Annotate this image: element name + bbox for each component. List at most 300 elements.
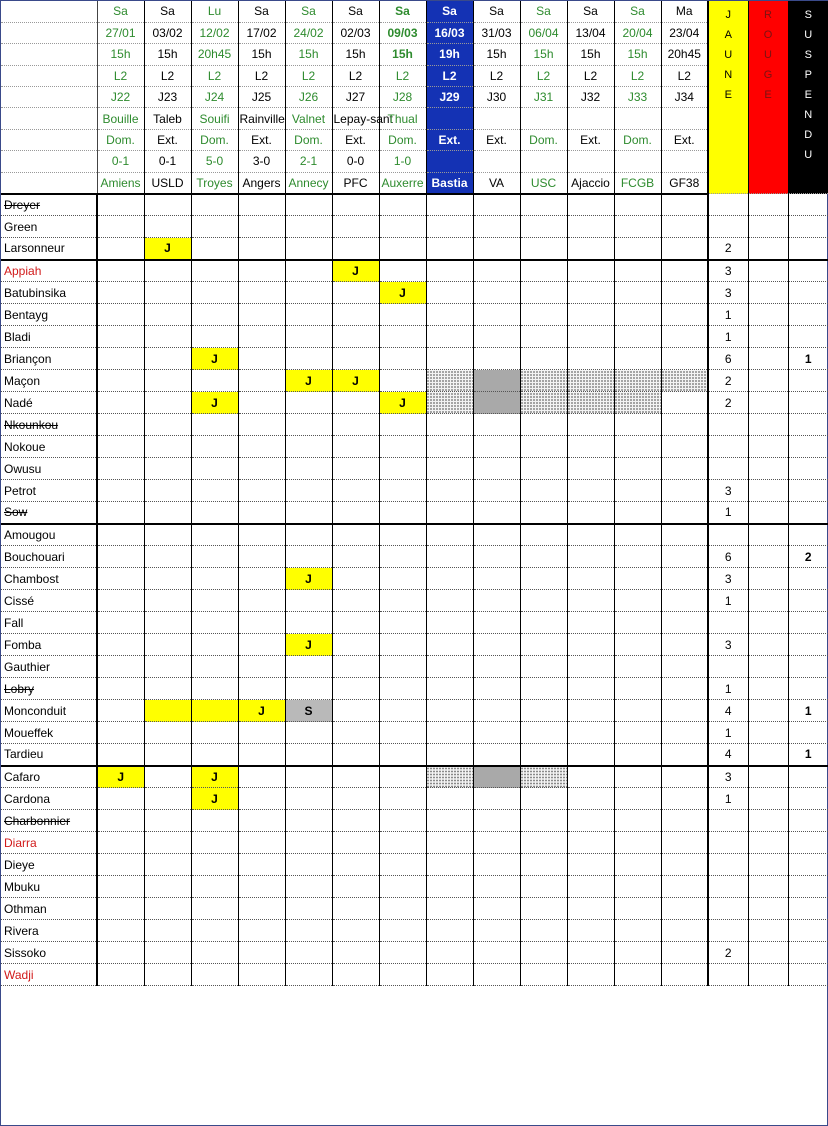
match-cell[interactable] — [144, 810, 191, 832]
match-cell[interactable] — [473, 524, 520, 546]
match-cell[interactable] — [332, 964, 379, 986]
player-name[interactable]: Charbonnier — [1, 810, 97, 832]
match-cell[interactable] — [567, 282, 614, 304]
match-cell[interactable] — [473, 260, 520, 282]
match-cell[interactable] — [473, 282, 520, 304]
match-comp-cell[interactable]: L2 — [332, 65, 379, 86]
match-cell[interactable] — [238, 546, 285, 568]
match-cell[interactable] — [238, 832, 285, 854]
match-cell[interactable] — [567, 524, 614, 546]
match-cell[interactable] — [614, 678, 661, 700]
match-opponent-cell[interactable]: Amiens — [97, 172, 144, 193]
match-venue-cell[interactable]: Ext. — [567, 129, 614, 150]
match-time-cell[interactable]: 15h — [614, 44, 661, 65]
match-date-cell[interactable]: 17/02 — [238, 22, 285, 43]
match-cell[interactable] — [144, 700, 191, 722]
match-referee-cell[interactable]: Valnet — [285, 108, 332, 129]
match-cell[interactable] — [567, 920, 614, 942]
match-date-cell[interactable]: 12/02 — [191, 22, 238, 43]
match-score-cell[interactable] — [614, 151, 661, 172]
match-score-cell[interactable] — [473, 151, 520, 172]
player-name[interactable]: Sow — [1, 502, 97, 524]
match-opponent-cell[interactable]: GF38 — [661, 172, 708, 193]
match-cell[interactable] — [238, 370, 285, 392]
match-comp-cell[interactable]: L2 — [379, 65, 426, 86]
match-cell[interactable] — [97, 348, 144, 370]
player-name[interactable]: Chambost — [1, 568, 97, 590]
match-cell[interactable] — [567, 876, 614, 898]
match-cell[interactable] — [285, 238, 332, 260]
match-cell[interactable] — [191, 568, 238, 590]
match-cell[interactable] — [332, 238, 379, 260]
match-cell[interactable] — [426, 436, 473, 458]
match-cell[interactable] — [379, 942, 426, 964]
match-cell[interactable] — [379, 876, 426, 898]
match-cell[interactable] — [332, 744, 379, 766]
match-cell[interactable] — [426, 612, 473, 634]
match-cell[interactable] — [97, 876, 144, 898]
match-score-cell[interactable] — [426, 151, 473, 172]
match-cell[interactable] — [567, 722, 614, 744]
match-cell[interactable] — [332, 832, 379, 854]
match-cell[interactable] — [614, 700, 661, 722]
match-cell[interactable] — [191, 722, 238, 744]
match-cell[interactable] — [379, 854, 426, 876]
match-cell[interactable] — [144, 942, 191, 964]
match-cell[interactable] — [614, 194, 661, 216]
match-cell[interactable] — [191, 238, 238, 260]
match-cell[interactable] — [661, 370, 708, 392]
match-cell[interactable] — [238, 810, 285, 832]
player-name[interactable]: Wadji — [1, 964, 97, 986]
match-comp-cell[interactable]: L2 — [426, 65, 473, 86]
match-opponent-cell[interactable]: PFC — [332, 172, 379, 193]
match-cell[interactable] — [426, 414, 473, 436]
card-cell[interactable]: J — [379, 392, 426, 414]
match-cell[interactable] — [661, 854, 708, 876]
match-venue-cell[interactable]: Ext. — [332, 129, 379, 150]
match-cell[interactable] — [520, 282, 567, 304]
match-cell[interactable] — [661, 722, 708, 744]
match-cell[interactable] — [567, 766, 614, 788]
match-referee-cell[interactable]: Taleb — [144, 108, 191, 129]
match-opponent-cell[interactable]: USC — [520, 172, 567, 193]
match-day-cell[interactable]: Lu — [191, 1, 238, 22]
match-cell[interactable] — [379, 216, 426, 238]
match-comp-cell[interactable]: L2 — [473, 65, 520, 86]
match-cell[interactable] — [614, 370, 661, 392]
match-cell[interactable] — [661, 502, 708, 524]
match-cell[interactable] — [191, 876, 238, 898]
match-referee-cell[interactable]: Thual — [379, 108, 426, 129]
match-score-cell[interactable] — [520, 151, 567, 172]
match-cell[interactable] — [332, 788, 379, 810]
match-cell[interactable] — [144, 392, 191, 414]
match-cell[interactable] — [238, 744, 285, 766]
match-cell[interactable] — [332, 634, 379, 656]
match-time-cell[interactable]: 15h — [332, 44, 379, 65]
match-cell[interactable] — [567, 414, 614, 436]
match-cell[interactable] — [473, 634, 520, 656]
match-cell[interactable] — [332, 678, 379, 700]
match-cell[interactable] — [661, 524, 708, 546]
match-round-cell[interactable]: J33 — [614, 87, 661, 108]
match-cell[interactable] — [661, 590, 708, 612]
match-cell[interactable] — [332, 766, 379, 788]
card-cell[interactable]: J — [379, 282, 426, 304]
card-cell[interactable]: J — [191, 348, 238, 370]
match-cell[interactable] — [426, 282, 473, 304]
match-cell[interactable] — [426, 678, 473, 700]
player-name[interactable]: Bladi — [1, 326, 97, 348]
match-round-cell[interactable]: J22 — [97, 87, 144, 108]
card-cell[interactable]: J — [285, 568, 332, 590]
match-cell[interactable] — [661, 612, 708, 634]
player-name[interactable]: Lobry — [1, 678, 97, 700]
match-cell[interactable] — [473, 590, 520, 612]
match-cell[interactable] — [332, 282, 379, 304]
match-cell[interactable] — [473, 832, 520, 854]
card-cell[interactable]: J — [191, 788, 238, 810]
match-opponent-cell[interactable]: FCGB — [614, 172, 661, 193]
match-cell[interactable] — [614, 546, 661, 568]
match-cell[interactable] — [520, 810, 567, 832]
match-cell[interactable] — [285, 282, 332, 304]
match-cell[interactable] — [661, 458, 708, 480]
match-cell[interactable] — [97, 282, 144, 304]
match-cell[interactable] — [473, 942, 520, 964]
match-cell[interactable] — [191, 612, 238, 634]
match-cell[interactable] — [473, 700, 520, 722]
match-cell[interactable] — [191, 678, 238, 700]
match-cell[interactable] — [238, 854, 285, 876]
match-time-cell[interactable]: 15h — [97, 44, 144, 65]
match-referee-cell[interactable]: Bouille — [97, 108, 144, 129]
match-cell[interactable] — [285, 678, 332, 700]
match-cell[interactable] — [97, 194, 144, 216]
match-cell[interactable] — [661, 766, 708, 788]
match-date-cell[interactable]: 13/04 — [567, 22, 614, 43]
match-cell[interactable] — [426, 524, 473, 546]
match-round-cell[interactable]: J31 — [520, 87, 567, 108]
player-name[interactable]: Nadé — [1, 392, 97, 414]
match-cell[interactable] — [332, 436, 379, 458]
match-cell[interactable] — [614, 942, 661, 964]
match-cell[interactable] — [473, 238, 520, 260]
match-cell[interactable] — [567, 656, 614, 678]
match-cell[interactable] — [379, 590, 426, 612]
match-cell[interactable] — [332, 414, 379, 436]
match-date-cell[interactable]: 16/03 — [426, 22, 473, 43]
match-cell[interactable] — [426, 766, 473, 788]
match-day-cell[interactable]: Sa — [567, 1, 614, 22]
match-cell[interactable] — [97, 524, 144, 546]
match-cell[interactable] — [473, 810, 520, 832]
match-time-cell[interactable]: 15h — [285, 44, 332, 65]
match-cell[interactable] — [473, 656, 520, 678]
match-round-cell[interactable]: J30 — [473, 87, 520, 108]
match-round-cell[interactable]: J25 — [238, 87, 285, 108]
match-cell[interactable] — [520, 656, 567, 678]
match-referee-cell[interactable]: Souifi — [191, 108, 238, 129]
match-cell[interactable] — [520, 678, 567, 700]
match-venue-cell[interactable]: Dom. — [614, 129, 661, 150]
player-name[interactable]: Larsonneur — [1, 238, 97, 260]
match-cell[interactable] — [144, 898, 191, 920]
match-day-cell[interactable]: Sa — [285, 1, 332, 22]
match-cell[interactable] — [285, 744, 332, 766]
match-cell[interactable] — [332, 810, 379, 832]
match-comp-cell[interactable]: L2 — [661, 65, 708, 86]
match-cell[interactable] — [473, 876, 520, 898]
match-cell[interactable] — [661, 832, 708, 854]
match-cell[interactable] — [473, 458, 520, 480]
match-cell[interactable] — [661, 876, 708, 898]
match-cell[interactable] — [332, 942, 379, 964]
match-cell[interactable] — [191, 942, 238, 964]
match-cell[interactable] — [379, 436, 426, 458]
match-cell[interactable] — [614, 832, 661, 854]
match-cell[interactable] — [567, 568, 614, 590]
match-cell[interactable] — [144, 436, 191, 458]
match-cell[interactable] — [144, 524, 191, 546]
match-cell[interactable] — [379, 502, 426, 524]
match-cell[interactable] — [567, 964, 614, 986]
match-cell[interactable] — [191, 810, 238, 832]
match-cell[interactable] — [332, 568, 379, 590]
match-cell[interactable] — [238, 898, 285, 920]
match-cell[interactable] — [473, 392, 520, 414]
match-round-cell[interactable]: J32 — [567, 87, 614, 108]
match-cell[interactable] — [285, 590, 332, 612]
match-cell[interactable] — [473, 788, 520, 810]
match-opponent-cell[interactable]: Angers — [238, 172, 285, 193]
match-cell[interactable] — [379, 238, 426, 260]
match-cell[interactable] — [473, 414, 520, 436]
match-cell[interactable] — [97, 326, 144, 348]
match-cell[interactable] — [520, 920, 567, 942]
match-cell[interactable] — [191, 458, 238, 480]
match-cell[interactable] — [426, 634, 473, 656]
match-cell[interactable] — [191, 282, 238, 304]
match-cell[interactable] — [567, 744, 614, 766]
match-cell[interactable] — [191, 546, 238, 568]
match-cell[interactable] — [567, 612, 614, 634]
player-name[interactable]: Nkounkou — [1, 414, 97, 436]
player-name[interactable]: Gauthier — [1, 656, 97, 678]
match-venue-cell[interactable]: Dom. — [191, 129, 238, 150]
match-cell[interactable] — [661, 700, 708, 722]
player-name[interactable]: Amougou — [1, 524, 97, 546]
match-cell[interactable] — [426, 194, 473, 216]
match-cell[interactable] — [144, 282, 191, 304]
match-cell[interactable] — [661, 348, 708, 370]
match-cell[interactable] — [332, 304, 379, 326]
match-cell[interactable] — [332, 612, 379, 634]
match-cell[interactable] — [285, 502, 332, 524]
match-comp-cell[interactable]: L2 — [614, 65, 661, 86]
match-referee-cell[interactable] — [567, 108, 614, 129]
card-cell[interactable]: J — [238, 700, 285, 722]
match-cell[interactable] — [238, 414, 285, 436]
match-cell[interactable] — [97, 898, 144, 920]
header-label-cell[interactable] — [1, 151, 97, 172]
header-label-cell[interactable] — [1, 22, 97, 43]
match-cell[interactable] — [238, 348, 285, 370]
match-cell[interactable] — [97, 612, 144, 634]
match-cell[interactable] — [332, 502, 379, 524]
match-referee-cell[interactable] — [473, 108, 520, 129]
match-cell[interactable] — [614, 348, 661, 370]
match-cell[interactable] — [332, 458, 379, 480]
match-cell[interactable] — [520, 260, 567, 282]
match-cell[interactable] — [191, 304, 238, 326]
match-cell[interactable] — [191, 260, 238, 282]
player-name[interactable]: Bouchouari — [1, 546, 97, 568]
match-cell[interactable] — [379, 370, 426, 392]
match-cell[interactable] — [191, 832, 238, 854]
match-cell[interactable] — [285, 656, 332, 678]
match-cell[interactable] — [520, 194, 567, 216]
player-name[interactable]: Dieye — [1, 854, 97, 876]
match-day-cell[interactable]: Ma — [661, 1, 708, 22]
match-cell[interactable] — [379, 304, 426, 326]
match-venue-cell[interactable]: Ext. — [238, 129, 285, 150]
match-cell[interactable] — [567, 590, 614, 612]
match-cell[interactable] — [144, 612, 191, 634]
match-cell[interactable] — [520, 216, 567, 238]
match-cell[interactable] — [97, 678, 144, 700]
match-cell[interactable] — [238, 568, 285, 590]
match-cell[interactable] — [191, 964, 238, 986]
match-cell[interactable] — [285, 194, 332, 216]
match-cell[interactable] — [614, 568, 661, 590]
match-cell[interactable] — [285, 348, 332, 370]
match-cell[interactable] — [426, 326, 473, 348]
match-venue-cell[interactable]: Ext. — [426, 129, 473, 150]
match-cell[interactable] — [567, 348, 614, 370]
match-cell[interactable] — [520, 942, 567, 964]
match-cell[interactable] — [614, 260, 661, 282]
match-cell[interactable] — [144, 766, 191, 788]
match-day-cell[interactable]: Sa — [144, 1, 191, 22]
match-cell[interactable] — [238, 326, 285, 348]
match-cell[interactable] — [567, 810, 614, 832]
match-cell[interactable] — [332, 392, 379, 414]
match-score-cell[interactable]: 1-0 — [379, 151, 426, 172]
match-cell[interactable] — [97, 458, 144, 480]
card-cell[interactable]: J — [332, 260, 379, 282]
match-cell[interactable] — [238, 634, 285, 656]
match-time-cell[interactable]: 19h — [426, 44, 473, 65]
match-cell[interactable] — [97, 304, 144, 326]
match-cell[interactable] — [144, 348, 191, 370]
player-name[interactable]: Mbuku — [1, 876, 97, 898]
match-cell[interactable] — [285, 898, 332, 920]
match-cell[interactable] — [379, 832, 426, 854]
match-cell[interactable] — [520, 788, 567, 810]
match-cell[interactable] — [332, 854, 379, 876]
match-cell[interactable] — [379, 788, 426, 810]
match-cell[interactable] — [97, 392, 144, 414]
match-comp-cell[interactable]: L2 — [520, 65, 567, 86]
match-cell[interactable] — [473, 216, 520, 238]
match-cell[interactable] — [614, 920, 661, 942]
match-date-cell[interactable]: 03/02 — [144, 22, 191, 43]
match-date-cell[interactable]: 09/03 — [379, 22, 426, 43]
match-cell[interactable] — [97, 436, 144, 458]
match-cell[interactable] — [379, 480, 426, 502]
match-cell[interactable] — [285, 392, 332, 414]
match-cell[interactable] — [191, 326, 238, 348]
match-cell[interactable] — [97, 854, 144, 876]
match-cell[interactable] — [520, 898, 567, 920]
match-cell[interactable] — [426, 832, 473, 854]
match-cell[interactable] — [238, 766, 285, 788]
match-cell[interactable] — [426, 656, 473, 678]
match-cell[interactable] — [144, 788, 191, 810]
match-cell[interactable] — [379, 194, 426, 216]
card-cell[interactable]: J — [144, 238, 191, 260]
header-label-cell[interactable] — [1, 44, 97, 65]
match-cell[interactable] — [285, 612, 332, 634]
match-venue-cell[interactable]: Dom. — [285, 129, 332, 150]
match-cell[interactable] — [332, 590, 379, 612]
match-cell[interactable] — [567, 832, 614, 854]
match-cell[interactable] — [426, 810, 473, 832]
match-cell[interactable] — [661, 656, 708, 678]
match-cell[interactable] — [426, 744, 473, 766]
card-cell[interactable]: J — [285, 634, 332, 656]
match-cell[interactable] — [520, 436, 567, 458]
match-cell[interactable] — [379, 524, 426, 546]
player-name[interactable]: Nokoue — [1, 436, 97, 458]
card-cell[interactable]: J — [191, 766, 238, 788]
match-cell[interactable] — [97, 634, 144, 656]
match-cell[interactable] — [567, 326, 614, 348]
match-cell[interactable] — [97, 832, 144, 854]
match-cell[interactable] — [379, 898, 426, 920]
match-cell[interactable] — [426, 942, 473, 964]
match-cell[interactable] — [567, 634, 614, 656]
match-cell[interactable] — [97, 656, 144, 678]
player-name[interactable]: Sissoko — [1, 942, 97, 964]
match-cell[interactable] — [191, 590, 238, 612]
match-cell[interactable] — [614, 414, 661, 436]
match-cell[interactable] — [661, 260, 708, 282]
match-cell[interactable] — [661, 436, 708, 458]
match-round-cell[interactable]: J26 — [285, 87, 332, 108]
match-cell[interactable] — [332, 546, 379, 568]
player-name[interactable]: Moueffek — [1, 722, 97, 744]
match-cell[interactable] — [473, 722, 520, 744]
match-cell[interactable] — [379, 458, 426, 480]
match-cell[interactable] — [97, 722, 144, 744]
match-cell[interactable] — [379, 326, 426, 348]
match-cell[interactable] — [285, 854, 332, 876]
card-cell[interactable]: J — [191, 392, 238, 414]
header-label-cell[interactable] — [1, 1, 97, 22]
match-cell[interactable] — [144, 326, 191, 348]
match-cell[interactable] — [614, 502, 661, 524]
player-name[interactable]: Monconduit — [1, 700, 97, 722]
match-day-cell[interactable]: Sa — [379, 1, 426, 22]
match-cell[interactable] — [567, 238, 614, 260]
header-label-cell[interactable] — [1, 172, 97, 193]
match-cell[interactable] — [661, 414, 708, 436]
match-cell[interactable] — [238, 238, 285, 260]
match-cell[interactable] — [614, 766, 661, 788]
